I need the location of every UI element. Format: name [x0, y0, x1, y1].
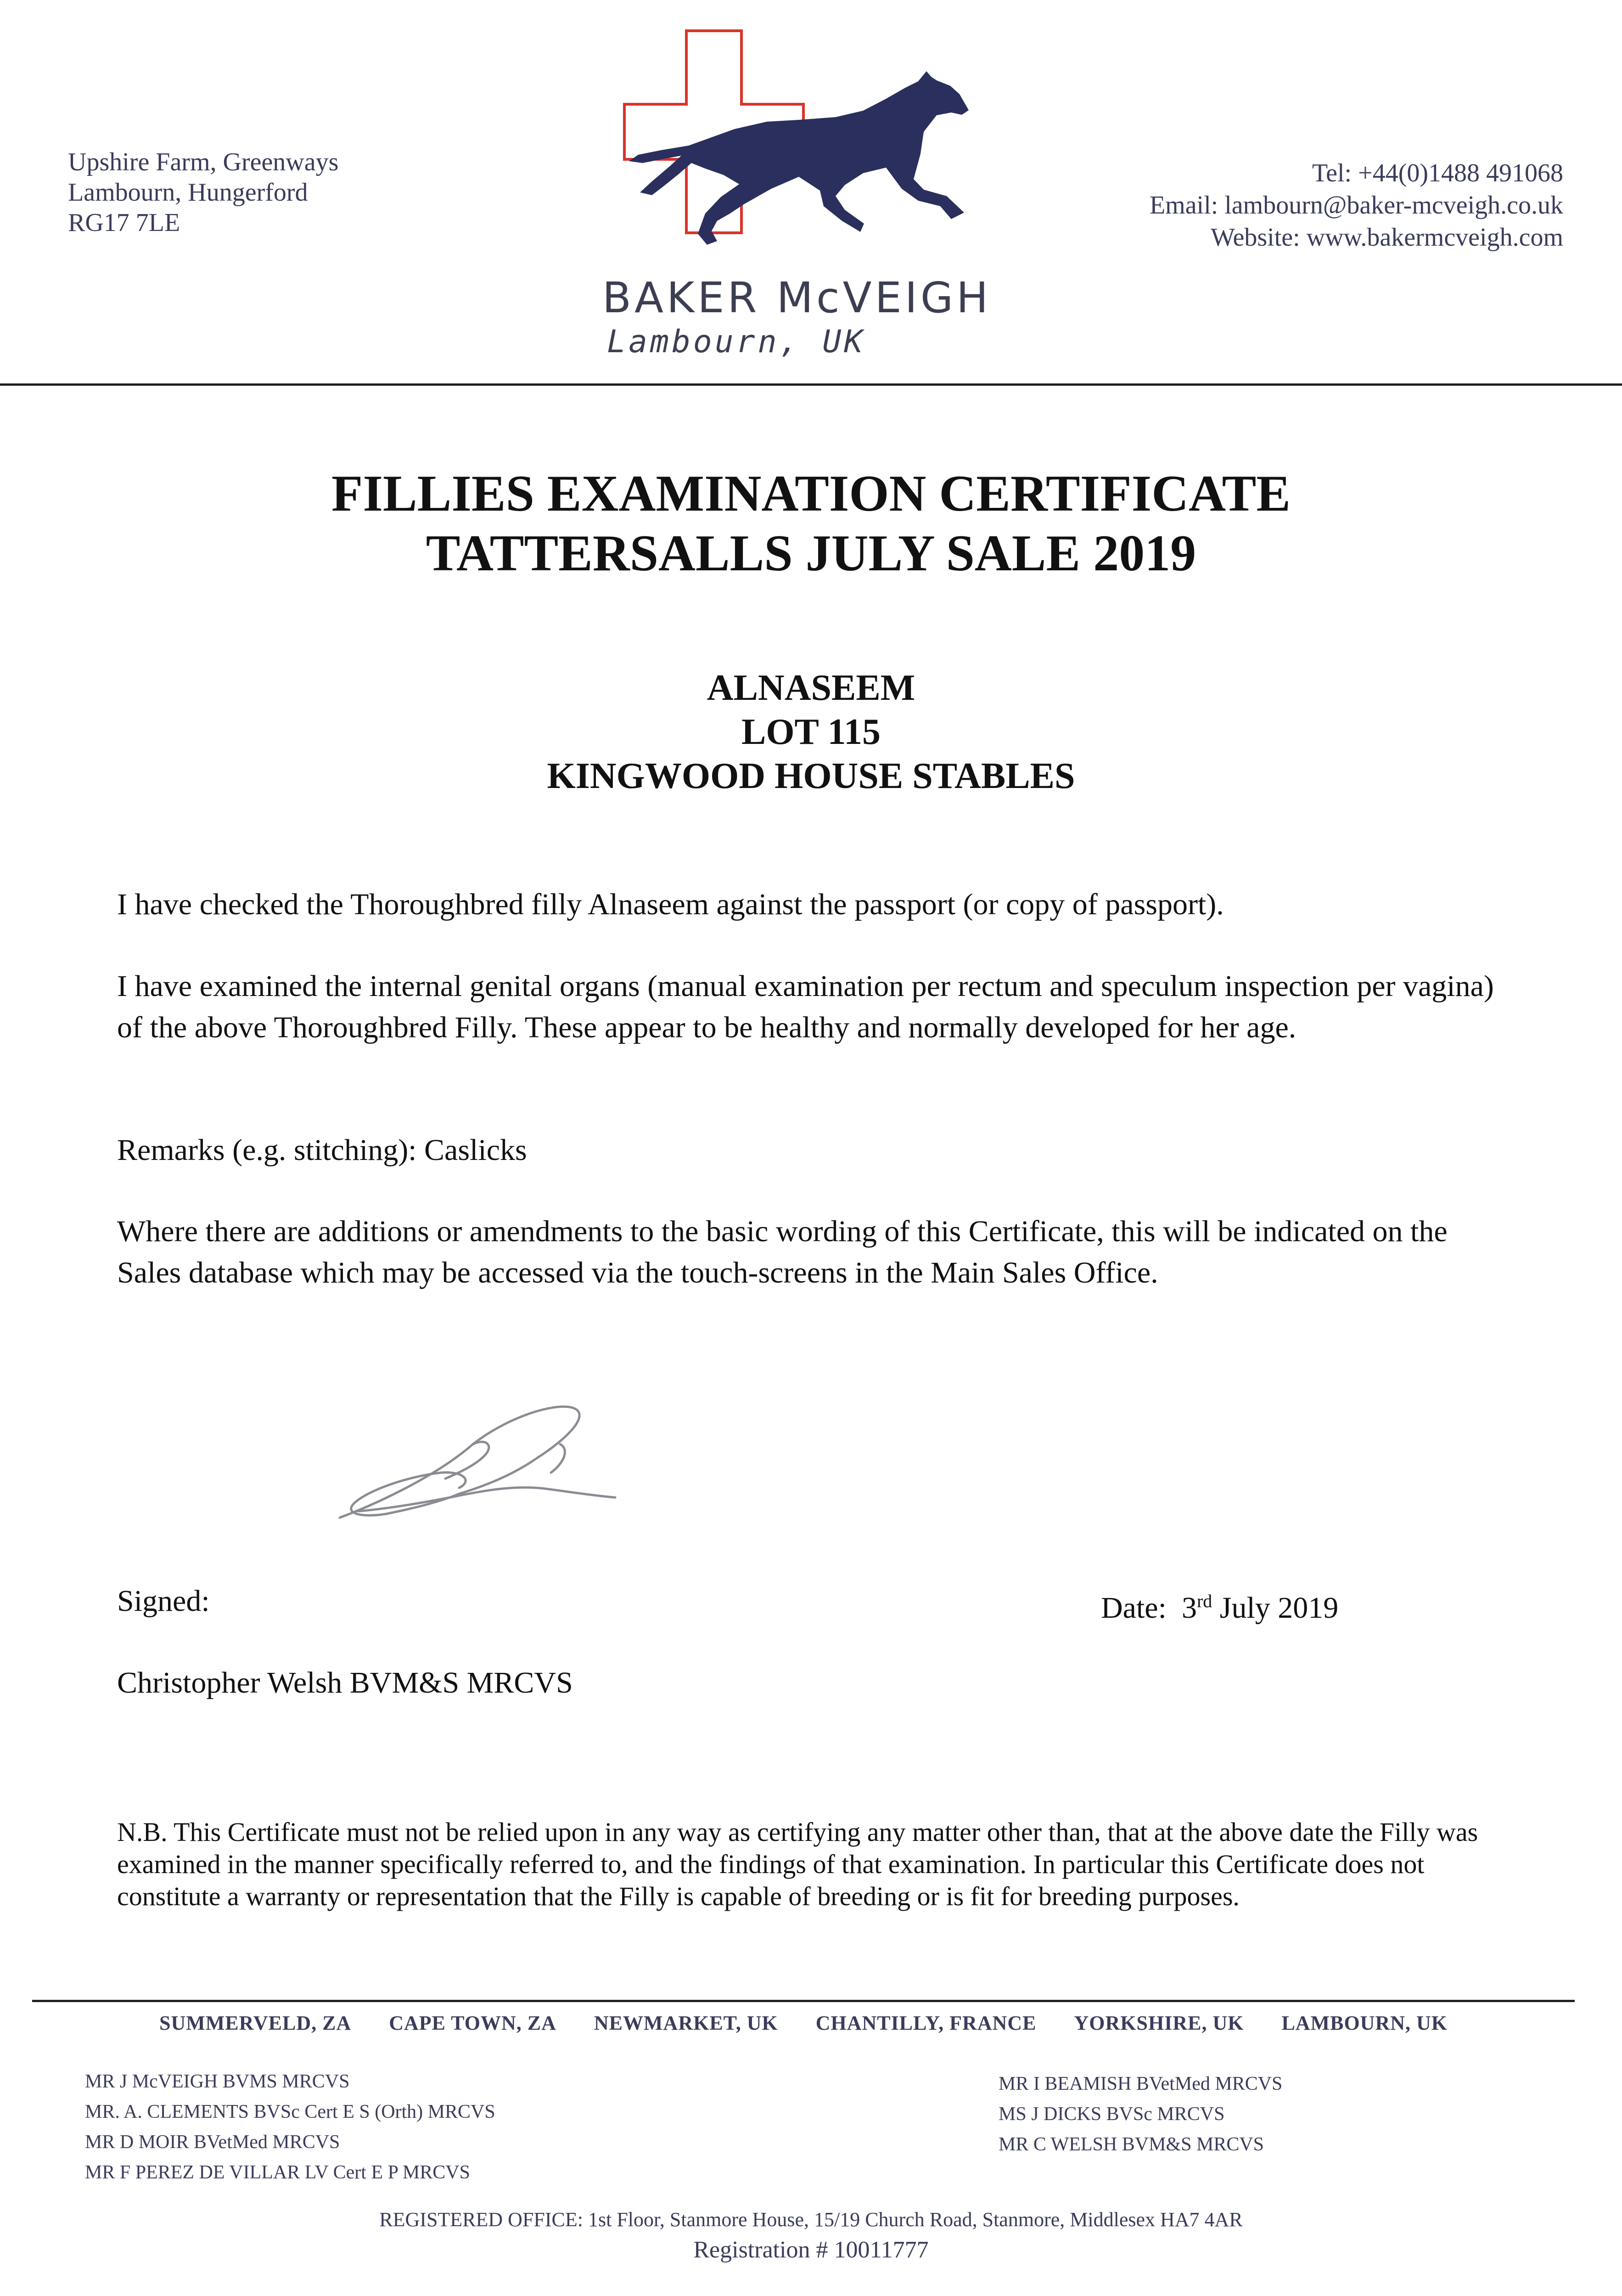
address-line: Upshire Farm, Greenways	[68, 148, 339, 176]
remarks-value: Caslicks	[424, 1133, 527, 1167]
remarks-line	[117, 1130, 1517, 1171]
lot-number: LOT 115	[741, 712, 881, 752]
handwritten-signature	[321, 1394, 652, 1531]
examination-paragraph: I have examined the internal genital organs (manual examination per rectum and speculum inspection per vagina) of the above Thoroughbred Filly. These appear to be healthy and normally developed for her age.	[117, 969, 1494, 1044]
registered-office: REGISTERED OFFICE: 1st Floor, Stanmore House, 15/19 Church Road, Stanmore, Middlesex HA7 4AR	[379, 2208, 1243, 2231]
subject-block	[0, 666, 1622, 798]
staff-list-left	[85, 2066, 495, 2188]
registration-number: Registration # 10011777	[693, 2237, 929, 2263]
staff-member: MR D MOIR BVetMed MRCVS	[85, 2132, 340, 2153]
office-location: YORKSHIRE, UK	[1074, 2012, 1244, 2034]
email-line: Email: lambourn@baker-mcveigh.co.uk	[1149, 191, 1563, 219]
disclaimer-paragraph: N.B. This Certificate must not be relied upon in any way as certifying any matter other than, that at the above date the Filly was examined in the manner specifically referred to, and the findings of that examination. In particular this Certificate does not constitute a warranty or representation that the Filly is capable of breeding or is fit for breeding purposes.	[117, 1817, 1478, 1911]
stables-name: KINGWOOD HOUSE STABLES	[547, 756, 1075, 796]
staff-member: MR J McVEIGH BVMS MRCVS	[85, 2071, 350, 2092]
contact-block	[1010, 157, 1563, 253]
header-divider	[0, 383, 1622, 386]
office-location: SUMMERVELD, ZA	[159, 2012, 352, 2034]
certificate-title	[0, 464, 1622, 583]
staff-member: MS J DICKS BVSc MRCVS	[999, 2104, 1225, 2125]
office-location: CAPE TOWN, ZA	[389, 2012, 556, 2034]
office-location: NEWMARKET, UK	[594, 2012, 778, 2034]
phone-line: Tel: +44(0)1488 491068	[1312, 159, 1563, 187]
signed-label: Signed:	[117, 1584, 210, 1618]
passport-check-paragraph: I have checked the Thoroughbred filly Alnaseem against the passport (or copy of passport).	[117, 888, 1224, 921]
title-line: TATTERSALLS JULY SALE 2019	[426, 525, 1196, 582]
amendments-paragraph: Where there are additions or amendments to the basic wording of this Certificate, this will be indicated on the Sales database which may be accessed via the touch-screens in the Main Sales Office.	[117, 1215, 1448, 1289]
date-day: 3	[1181, 1591, 1197, 1625]
office-location: LAMBOURN, UK	[1281, 2012, 1448, 2034]
date-label: Date:	[1101, 1591, 1167, 1625]
address-line: RG17 7LE	[68, 208, 180, 237]
staff-member: MR I BEAMISH BVetMed MRCVS	[999, 2073, 1283, 2094]
staff-member: MR F PEREZ DE VILLAR LV Cert E P MRCVS	[85, 2162, 470, 2183]
logo-emblem-icon	[597, 25, 987, 282]
date-month-year: July 2019	[1219, 1591, 1339, 1625]
office-location: CHANTILLY, FRANCE	[815, 2012, 1037, 2034]
title-line: FILLIES EXAMINATION CERTIFICATE	[331, 465, 1291, 522]
website-line: Website: www.bakermcveigh.com	[1211, 223, 1563, 252]
horse-name: ALNASEEM	[707, 668, 915, 708]
galloping-horse-icon	[629, 71, 969, 245]
address-block	[68, 147, 481, 238]
footer-divider	[32, 2000, 1575, 2002]
company-logo	[597, 25, 992, 374]
brand-location: Lambourn, UK	[607, 324, 866, 360]
date-suffix: rd	[1196, 1591, 1212, 1611]
brand-name: BAKER McVEIGH	[602, 273, 992, 322]
staff-member: MR C WELSH BVM&S MRCVS	[999, 2134, 1264, 2155]
remarks-label: Remarks (e.g. stitching):	[117, 1133, 417, 1167]
vet-name: Christopher Welsh BVM&S MRCVS	[117, 1666, 573, 1699]
staff-member: MR. A. CLEMENTS BVSc Cert E S (Orth) MRCVS	[85, 2101, 495, 2122]
office-locations	[32, 2011, 1575, 2043]
staff-list-right	[999, 2069, 1282, 2160]
address-line: Lambourn, Hungerford	[68, 178, 308, 207]
date-line	[1101, 1583, 1338, 1626]
